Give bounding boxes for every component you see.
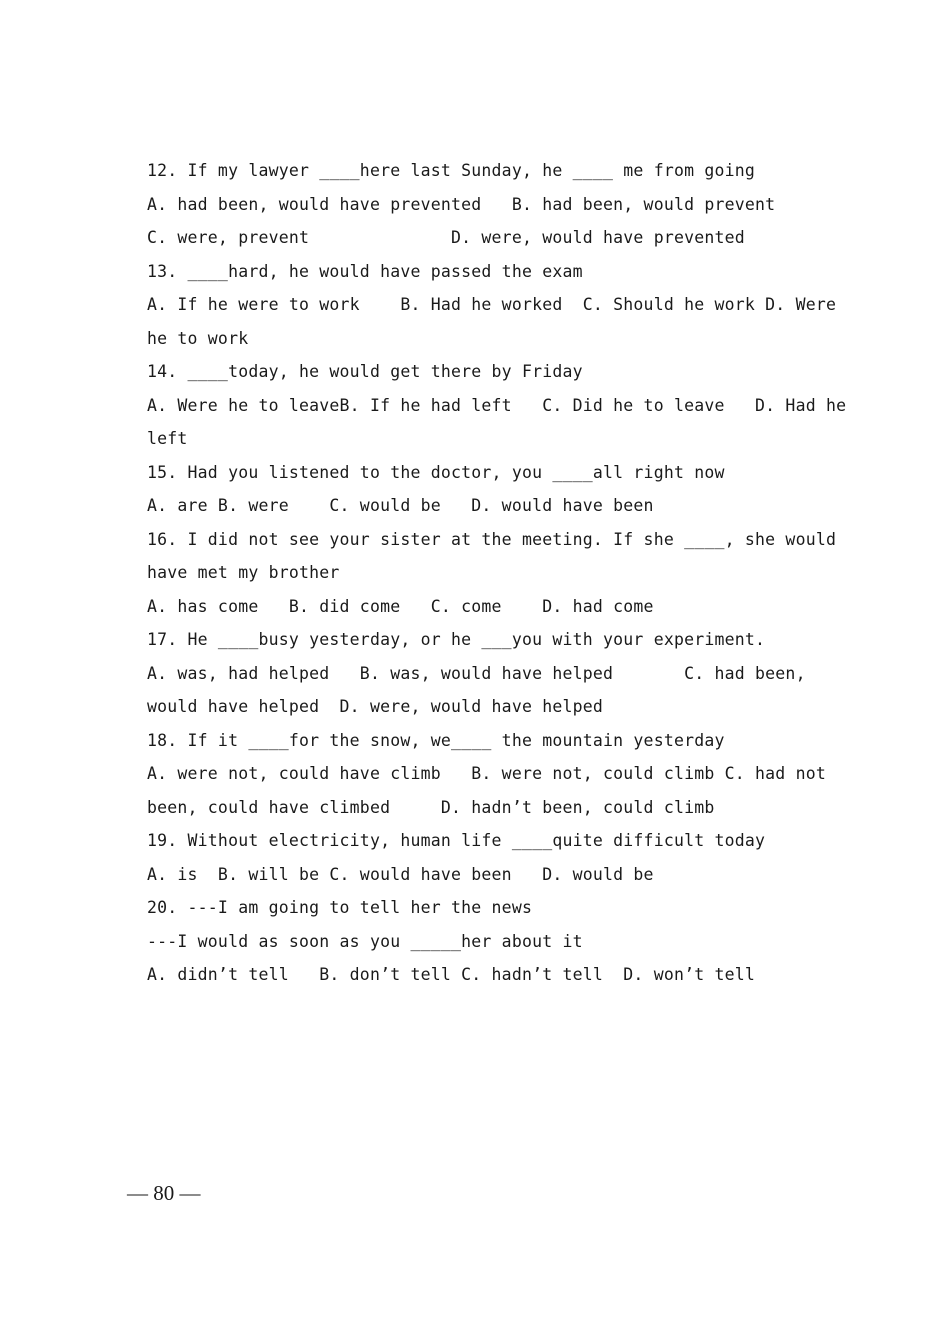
question-20: 20. ---I am going to tell her the news <box>147 898 533 917</box>
question-20-options: A. didn’t tell B. don’t tell C. hadn’t tell D. won’t tell <box>147 965 756 984</box>
question-20-cont: ---I would as soon as you _____her about it <box>147 931 583 951</box>
question-17-options: A. was, had helped B. was, would have helped C. had been, <box>147 663 806 683</box>
question-18-options-cont: been, could have climbed D. hadn’t been, could climb <box>147 797 715 817</box>
question-15: 15. Had you listened to the doctor, you ____all right now <box>147 462 725 482</box>
question-14-options: A. Were he to leaveB. If he had left C. Did he to leave D. Had he <box>147 395 847 415</box>
question-18-options: A. were not, could have climb B. were not, could climb C. had not <box>147 764 826 783</box>
question-12-options-a-b: A. had been, would have prevented B. had been, would prevent <box>147 194 776 214</box>
page-number: — 80 — <box>127 1181 201 1205</box>
question-16-options: A. has come B. did come C. come D. had come <box>147 596 654 616</box>
question-19-options: A. is B. will be C. would have been D. would be <box>147 864 654 884</box>
exercise-text <box>147 154 847 992</box>
question-12: 12. If my lawyer ____here last Sunday, he ____ me from going <box>147 161 756 180</box>
question-16: 16. I did not see your sister at the meeting. If she ____, she would <box>147 529 837 549</box>
question-17-options-cont: would have helped D. were, would have helped <box>147 697 604 716</box>
question-19: 19. Without electricity, human life ____quite difficult today <box>147 831 766 850</box>
question-13: 13. ____hard, he would have passed the exam <box>147 261 583 281</box>
question-16-cont: have met my brother <box>147 563 340 582</box>
question-14-options-cont: left <box>147 429 188 448</box>
question-18: 18. If it ____for the snow, we____ the mountain yesterday <box>147 730 725 750</box>
question-14: 14. ____today, he would get there by Friday <box>147 362 583 381</box>
question-17: 17. He ____busy yesterday, or he ___you with your experiment. <box>147 630 766 649</box>
question-13-options-cont: he to work <box>147 328 249 348</box>
question-15-options: A. are B. were C. would be D. would have been <box>147 496 654 515</box>
question-12-options-c-d: C. were, prevent D. were, would have prevented <box>147 228 745 247</box>
question-13-options: A. If he were to work B. Had he worked C. Should he work D. Were <box>147 295 837 314</box>
